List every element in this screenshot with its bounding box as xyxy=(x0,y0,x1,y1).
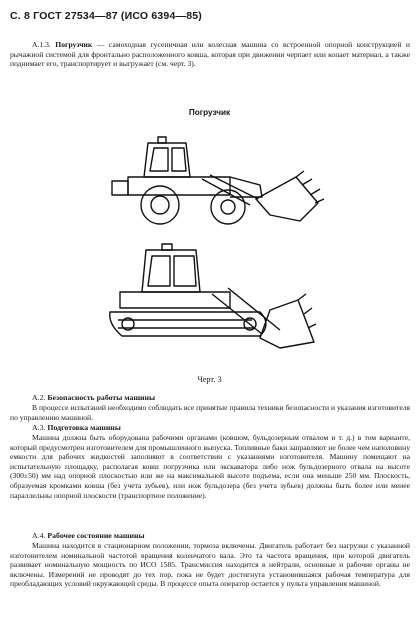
section-a2-paragraph: В процессе испытаний необходимо соблюдать все принятые правила техники безопасности и указания изготовителя по управлению машиной. xyxy=(10,403,410,422)
section-heading-a4: А.4. Рабочее состояние машины xyxy=(32,531,145,540)
section-a3-paragraph: Машина должна быть оборудована рабочими органами (ковшом, бульдозерным отвалом и т. д.) в том варианте, который предусмотрен изготовителем для промышленного выпуска. Топливные баки заправляют не более чем наполовину емкости для рабочих жидкостей заполняют в соответствии с указаниями изготовителя. Машину помещают на испытательную площадку, располагая ковш погрузчика или экскаватора либо нож бульдозерного отвала на высоте (300±50) мм над опорной плоскостью или же на максимальной высоте подъема, если она меньше 250 мм. Плоскость, образуемая кромками ковша (без учета зубьев), или нож бульдозера (без учета зубьев) должны быть более или менее параллельны опорной плоскости (транспортное положение). xyxy=(10,433,410,500)
intro-term: Погрузчик xyxy=(55,40,93,49)
wheel-loader-drawing xyxy=(110,125,340,225)
section-heading-a2: А.2. Безопасность работы машины xyxy=(32,393,156,402)
section-a4-paragraph: Машина находится в стационарном положении, тормоза включены. Двигатель работает без нагрузки с указанной изготовителем номинальной частотой вращения коленчатого вала. Это та частота вращения, при которой двигатель развивает номинальную мощность по ИСО 1585. Трансмиссия находится в нейтрали, основные и рабочие органы не включены. Измерений не проводят до тех пор, пока не будет достигнута установившаяся рабочая температура для преобладающих условий окружающей среды. В процессе опыта оператор остается у пульта управления машиной. xyxy=(10,541,410,589)
page-header: С. 8 ГОСТ 27534—87 (ИСО 6394—85) xyxy=(10,10,202,22)
intro-number: А.1.3. xyxy=(32,40,51,49)
figure-caption: Черт. 3 xyxy=(197,375,222,384)
figure-title: Погрузчик xyxy=(188,108,231,117)
section-heading-a3: А.3. Подготовка машины xyxy=(32,423,121,432)
intro-paragraph xyxy=(10,40,410,69)
crawler-loader-drawing xyxy=(100,238,340,354)
intro-text: — самоходная гусеничная или колесная машина со встроенной опорной конструкцией и рычажной системой для фронтально расположенного ковша, которая при движении черпает или копает материал, а также поднимает его, транспортирует и выгружает (см. черт. 3). xyxy=(10,40,410,69)
